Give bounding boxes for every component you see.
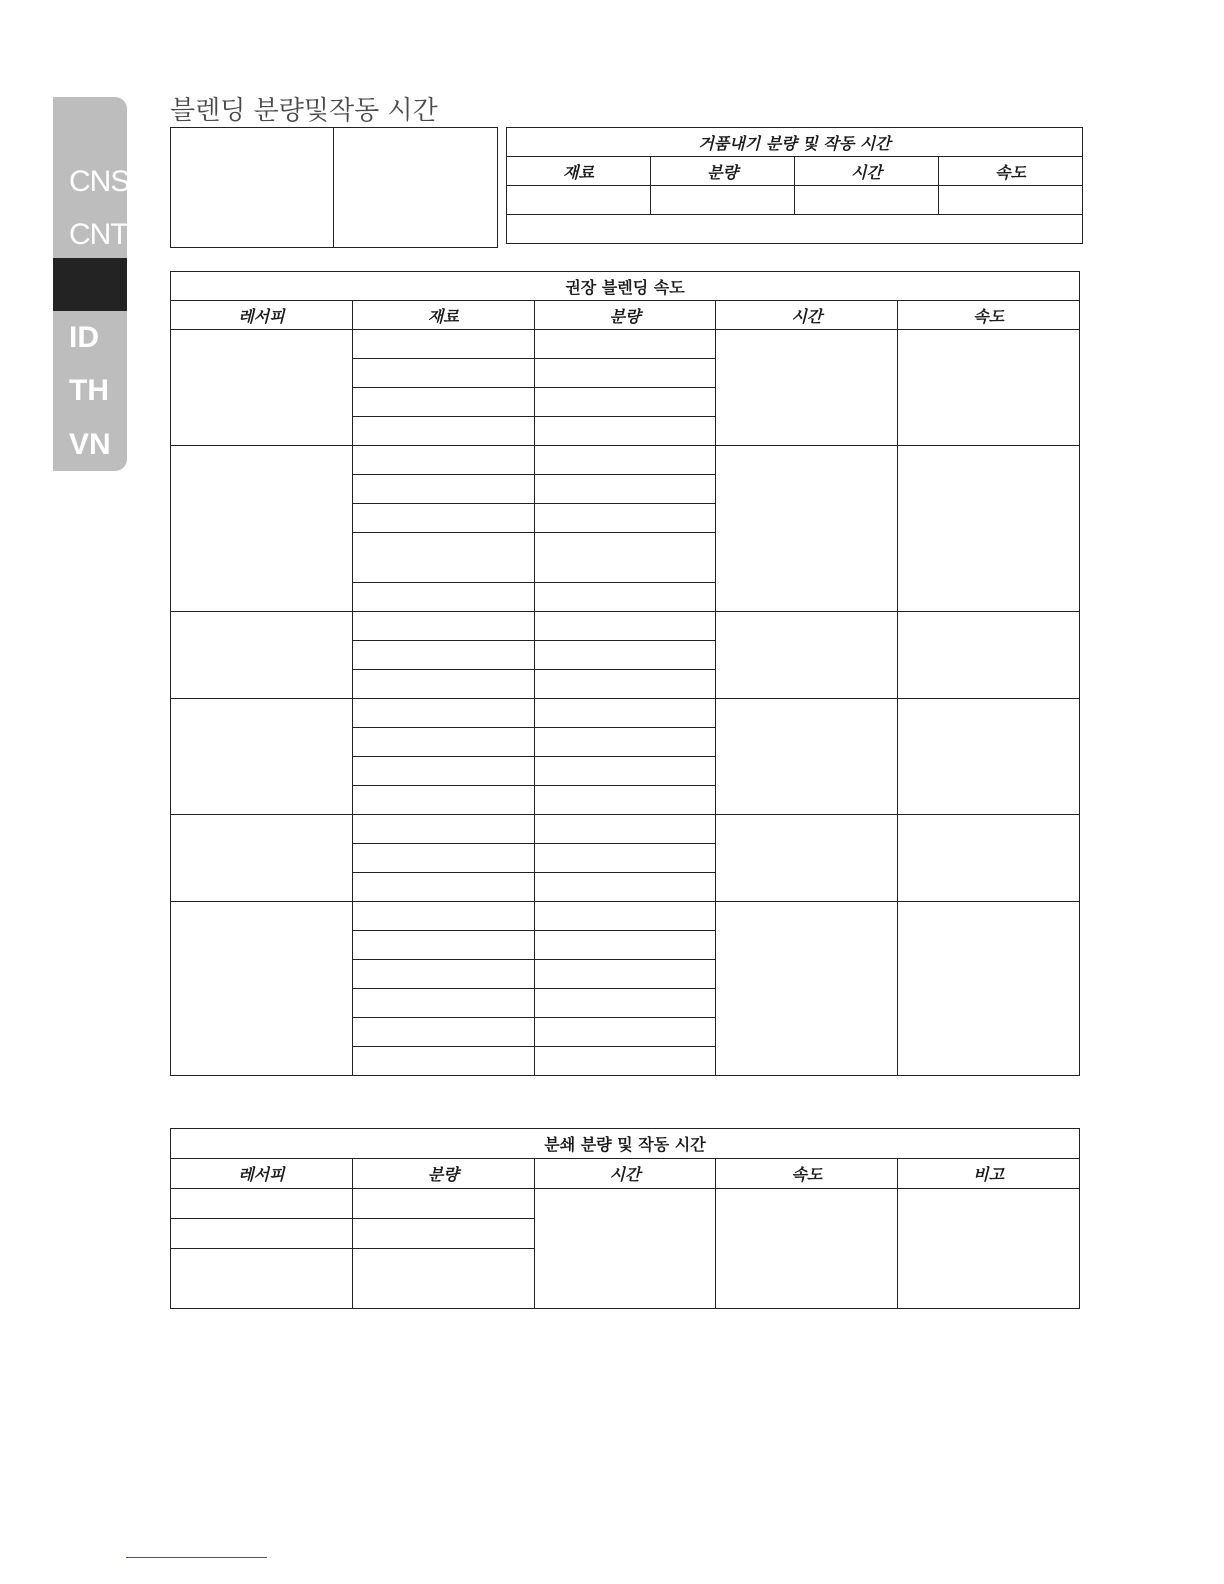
blend-recipe-cell xyxy=(171,446,353,612)
blend-quantity-cell xyxy=(534,330,716,359)
chop-header-notes: 비고 xyxy=(898,1159,1080,1189)
blend-header-quantity: 분량 xyxy=(534,301,716,330)
blend-header-recipe: 레서피 xyxy=(171,301,353,330)
blend-quantity-cell xyxy=(534,757,716,786)
chop-recipe-cell xyxy=(171,1219,353,1249)
blend-ingredient-cell xyxy=(352,960,534,989)
blend-ingredient-cell xyxy=(352,844,534,873)
blend-table-title: 권장 블렌딩 속도 xyxy=(171,272,1080,301)
language-vn[interactable]: VN xyxy=(69,428,111,461)
blend-quantity-cell xyxy=(534,612,716,641)
blend-speed-cell xyxy=(898,612,1080,699)
blend-quantity-cell xyxy=(534,786,716,815)
blend-ingredient-cell xyxy=(352,612,534,641)
blend-quantity-cell xyxy=(534,699,716,728)
blend-quantity-cell xyxy=(534,931,716,960)
blend-ingredient-cell xyxy=(352,699,534,728)
blend-time-cell xyxy=(716,815,898,902)
chop-header-quantity: 분량 xyxy=(352,1159,534,1189)
blend-ingredient-cell xyxy=(352,359,534,388)
blend-ingredient-cell xyxy=(352,504,534,533)
blend-header-time: 시간 xyxy=(716,301,898,330)
blend-time-cell xyxy=(716,330,898,446)
info-box-cell xyxy=(171,128,334,248)
blend-ingredient-cell xyxy=(352,417,534,446)
blend-quantity-cell xyxy=(534,417,716,446)
froth-cell xyxy=(939,186,1083,215)
blend-recipe-cell xyxy=(171,330,353,446)
blend-quantity-cell xyxy=(534,475,716,504)
froth-cell xyxy=(507,186,651,215)
footer-rule xyxy=(126,1557,267,1558)
blend-quantity-cell xyxy=(534,960,716,989)
chop-speed-cell xyxy=(716,1189,898,1309)
blend-quantity-cell xyxy=(534,989,716,1018)
chop-table-title: 분쇄 분량 및 작동 시간 xyxy=(171,1129,1080,1159)
froth-header-ingredient: 재료 xyxy=(507,157,651,186)
page-title: 블렌딩 분량및작동 시간 xyxy=(170,96,438,126)
blend-ingredient-cell xyxy=(352,330,534,359)
chop-header-recipe: 레서피 xyxy=(171,1159,353,1189)
language-cnt[interactable]: CNT xyxy=(69,218,128,251)
blend-time-cell xyxy=(716,612,898,699)
language-id[interactable]: ID xyxy=(69,321,99,354)
language-th[interactable]: TH xyxy=(69,374,109,407)
blend-quantity-cell xyxy=(534,873,716,902)
chop-recipe-cell xyxy=(171,1249,353,1309)
blend-ingredient-cell xyxy=(352,902,534,931)
blend-recipe-cell xyxy=(171,815,353,902)
chop-notes-cell xyxy=(898,1189,1080,1309)
chop-quantity-cell xyxy=(352,1249,534,1309)
blend-recipe-cell xyxy=(171,612,353,699)
blend-quantity-cell xyxy=(534,728,716,757)
blend-ingredient-cell xyxy=(352,757,534,786)
blend-time-cell xyxy=(716,902,898,1076)
blend-quantity-cell xyxy=(534,902,716,931)
blend-ingredient-cell xyxy=(352,670,534,699)
froth-cell xyxy=(651,186,795,215)
blend-quantity-cell xyxy=(534,583,716,612)
blend-recipe-cell xyxy=(171,699,353,815)
froth-header-quantity: 분량 xyxy=(651,157,795,186)
froth-table xyxy=(506,127,1083,244)
blend-ingredient-cell xyxy=(352,989,534,1018)
blend-recipe-cell xyxy=(171,902,353,1076)
blend-quantity-cell xyxy=(534,504,716,533)
blend-quantity-cell xyxy=(534,670,716,699)
froth-header-speed: 속도 xyxy=(939,157,1083,186)
froth-note-row xyxy=(507,215,1083,244)
blend-quantity-cell xyxy=(534,359,716,388)
blend-time-cell xyxy=(716,699,898,815)
blend-quantity-cell xyxy=(534,388,716,417)
chop-header-time: 시간 xyxy=(534,1159,716,1189)
blend-ingredient-cell xyxy=(352,1047,534,1076)
blend-ingredient-cell xyxy=(352,815,534,844)
blend-ingredient-cell xyxy=(352,641,534,670)
blend-ingredient-cell xyxy=(352,873,534,902)
blend-ingredient-cell xyxy=(352,931,534,960)
blend-speed-cell xyxy=(898,446,1080,612)
chop-quantity-cell xyxy=(352,1219,534,1249)
chop-header-speed: 속도 xyxy=(716,1159,898,1189)
blend-speed-cell xyxy=(898,815,1080,902)
blend-quantity-cell xyxy=(534,1047,716,1076)
blend-ingredient-cell xyxy=(352,533,534,583)
froth-header-time: 시간 xyxy=(795,157,939,186)
blend-time-cell xyxy=(716,446,898,612)
blend-ingredient-cell xyxy=(352,475,534,504)
froth-table-title: 거품내기 분량 및 작동 시간 xyxy=(507,128,1083,157)
blend-quantity-cell xyxy=(534,1018,716,1047)
blend-quantity-cell xyxy=(534,844,716,873)
chop-table xyxy=(170,1128,1080,1309)
froth-cell xyxy=(795,186,939,215)
chop-recipe-cell xyxy=(171,1189,353,1219)
blend-ingredient-cell xyxy=(352,1018,534,1047)
blend-header-speed: 속도 xyxy=(898,301,1080,330)
chop-time-cell xyxy=(534,1189,716,1309)
blend-speed-cell xyxy=(898,699,1080,815)
blend-ingredient-cell xyxy=(352,786,534,815)
blend-ingredient-cell xyxy=(352,583,534,612)
blend-table xyxy=(170,271,1080,1076)
blend-quantity-cell xyxy=(534,815,716,844)
language-current-highlight xyxy=(53,258,127,311)
info-box-cell xyxy=(334,128,498,248)
language-cns[interactable]: CNS xyxy=(69,165,130,198)
chop-quantity-cell xyxy=(352,1189,534,1219)
blend-quantity-cell xyxy=(534,533,716,583)
blend-header-ingredient: 재료 xyxy=(352,301,534,330)
info-box xyxy=(170,127,498,248)
blend-speed-cell xyxy=(898,330,1080,446)
blend-ingredient-cell xyxy=(352,446,534,475)
blend-quantity-cell xyxy=(534,446,716,475)
language-tab xyxy=(53,97,130,471)
blend-speed-cell xyxy=(898,902,1080,1076)
blend-quantity-cell xyxy=(534,641,716,670)
blend-ingredient-cell xyxy=(352,388,534,417)
blend-ingredient-cell xyxy=(352,728,534,757)
